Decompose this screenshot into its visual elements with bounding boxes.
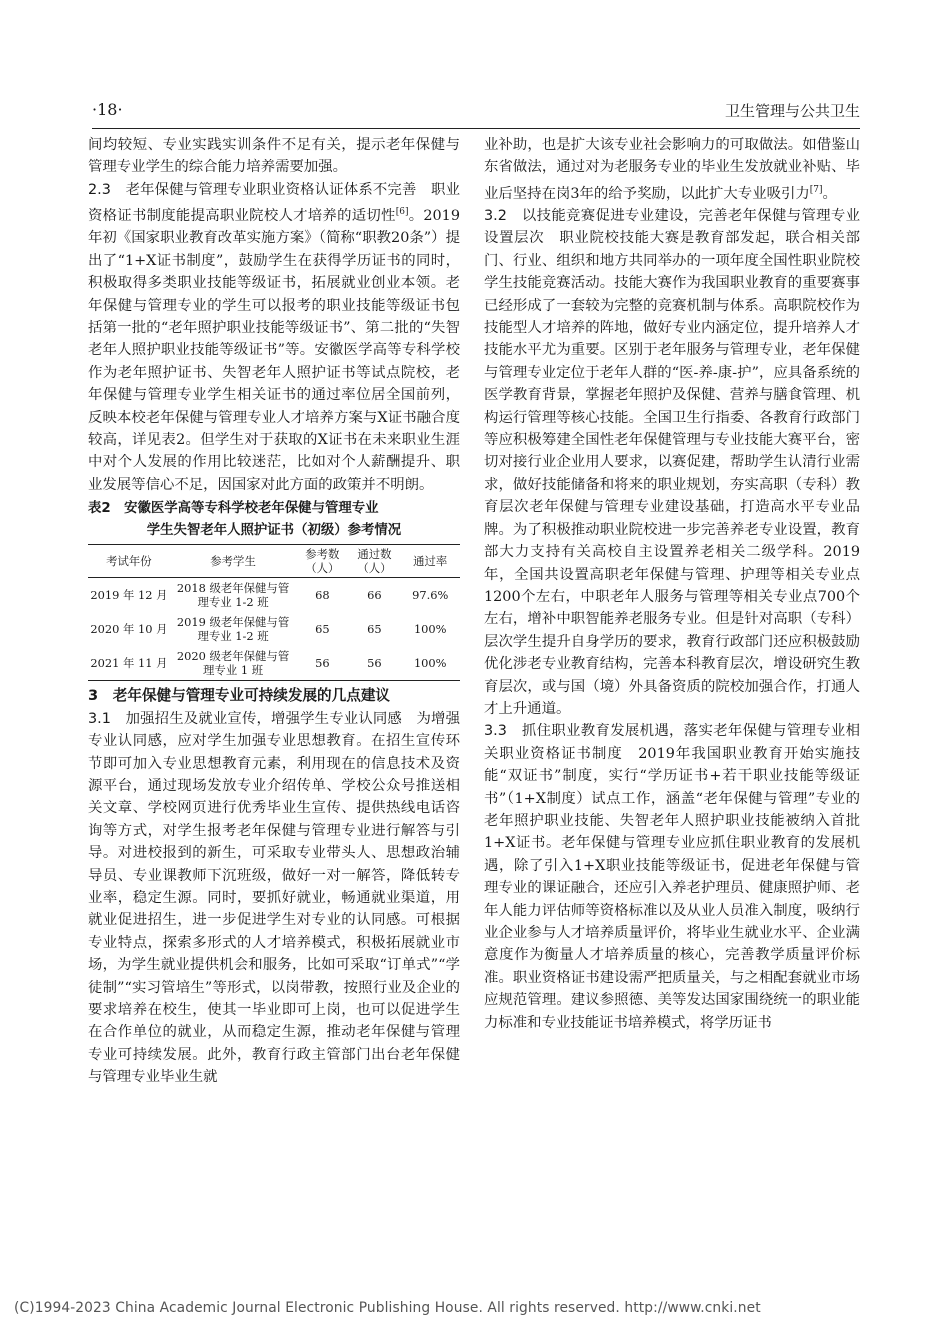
section-3-1 [88,708,460,1089]
table-cell: 100% [413,656,447,671]
table-row [88,612,460,646]
table-header-cell: 通过率 [413,554,448,569]
section-3-2-text: 职业院校技能大赛是教育部发起，联合相关部门、行业、组织和地方共同举办的一项年度全国性职业院校学生技能竞赛活动。技能大赛作为我国职业教育的重要赛事已经形成了一套较为完整的竞赛机制与体系。高职院校作为技能型人才培养的阵地，做好专业内涵定位，提升培养人才技能水平尤为重要。区别于老年服务与管理专业，老年保健与管理专业定位于老年人群的“医-养-康-护”，应具备系统的医学教育背景，掌握老年照护及保健、营养与膳食管理、机构运行管理等核心技能。全国卫生行指委、各教育行政部门等应积极筹建全国性老年保健管理与专业技能大赛平台，密切对接行业企业用人要求，以赛促建，帮助学生认清行业需求，做好技能储备和将来的职业规划，夯实高职（专科）教育层次老年保健与管理专业建设基础，打造高水平专业品牌。为了积极推动职业院校进一步完善养老专业设置，教育部大力支持有关高校自主设置养老相关二级学科。2019年，全国共设置高职老年保健与管理、护理等相关专业点1200个左右，中职老年人服务与管理等相关专业点700个左右，增补中职智能养老服务专业。但是针对高职（专科）层次学生提升自身学历的要求，教育行政部门还应积极鼓励优化涉老专业教育结构，完善本科教育层次，增设研究生教育层次，或与国（境）外具备资质的院校加强合作，打通人才上升通道。 [484,230,860,717]
table-cell: 2019 级老年保健与管理专业 1-2 班 [176,615,290,644]
section-2-3 [88,179,460,496]
table-cell: 2020 年 10 月 [90,622,168,637]
citation-7: [7] [809,184,823,195]
page-header [92,96,860,129]
table-cell: 97.6% [412,588,449,603]
table-header-row [88,545,460,578]
table-caption-line-2: 学生失智老年人照护证书（初级）参考情况 [146,523,402,539]
page-number: ·18· [92,100,123,119]
paragraph-continued: 间均较短、专业实践实训条件不足有关，提示老年保健与管理专业学生的综合能力培养需要加强。 [88,137,460,176]
table-row [88,578,460,613]
section-3-3-text: 2019年我国职业教育开始实施技能“双证书”制度，实行“学历证书+若干职业技能等级证书”（1+X制度）试点工作，涵盖“老年保健与管理”专业的老年照护职业技能、失智老年人照护职业技能被纳入首批1+X证书。老年保健与管理专业应抓住职业教育的发展机遇，除了引入1+X职业技能等级证书，促进老年保健与管理专业的课证融合，还应引入养老护理员、健康照护师、老年人能力评估师等资格标准以及从业人员准入制度，吸纳行业企业参与人才培养质量评价，将毕业生就业水平、企业满意度作为衡量人才培养质量的核心，完善教学质量评价标准。职业资格证书建设需严把质量关，与之相配套就业市场应规范管理。建议参照德、美等发达国家围绕统一的职业能力标准和专业技能证书培养模式，将学历证书 [484,745,860,1031]
table-header-cell: 参考数（人） [305,547,340,576]
table-header-cell: 考试年份 [106,554,152,569]
table-cell: 56 [367,656,382,671]
table-cell: 56 [315,656,330,671]
table-cell: 100% [413,622,447,637]
table-cell: 2021 年 11 月 [90,656,168,671]
journal-title: 卫生管理与公共卫生 [724,102,860,120]
section-3-heading: 3 老年保健与管理专业可持续发展的几点建议 [88,687,391,705]
paragraph-continued-right [484,134,860,205]
table-cell: 68 [315,588,330,603]
paragraph-text-a: 业补助，也是扩大该专业社会影响力的可取做法。如借鉴山东省做法，通过对为老服务专业的毕业生发放就业补贴、毕业后坚持在岗3年的给予奖励，以此扩大专业吸引力 [484,137,860,202]
right-column [484,134,860,1034]
table-2-caption [88,498,460,542]
section-3-2-heading: 3.2 以技能竞赛促进专业建设，完善老年保健与管理专业设置层次 [484,208,860,247]
section-2-3-text-a: 职业资格证书制度能提高职业院校人才培养的适切性 [88,181,460,225]
table-header-cell: 参考学生 [210,554,256,569]
section-3-3 [484,720,860,1034]
section-3-1-heading: 3.1 加强招生及就业宣传，增强学生专业认同感 [88,710,417,727]
table-2 [88,544,460,681]
section-3-2 [484,205,860,720]
table-row [88,646,460,681]
table-cell: 65 [315,622,330,637]
table-cell: 2019 年 12 月 [90,588,168,603]
table-caption-line-1: 表2 安徽医学高等专科学校老年保健与管理专业 [88,501,379,517]
table-header-cell: 通过数（人） [357,547,392,576]
section-2-3-heading: 2.3 老年保健与管理专业职业资格认证体系不完善 [88,181,432,198]
paragraph-text-b: 。 [822,185,837,202]
copyright-footer: (C)1994-2023 China Academic Journal Electronic Publishing House. All rights reserved. http://www.cnki.net [14,1300,761,1316]
table-cell: 2020 级老年保健与管理专业 1 班 [176,649,290,678]
table-cell: 66 [367,588,382,603]
table-cell: 2018 级老年保健与管理专业 1-2 班 [176,581,290,610]
section-3-3-heading: 3.3 抓住职业教育发展机遇，落实老年保健与管理专业相关职业资格证书制度 [484,723,860,762]
section-2-3-text-b: 。2019年初《国家职业教育改革实施方案》（简称“职教20条”）提出了“1+X证书制度”，鼓励学生在获得学历证书的同时，积极取得多类职业技能等级证书，拓展就业创业本领。老年保健与管理专业的学生可以报考的职业技能等级证书包括第一批的“老年照护职业技能等级证书”、第二批的“失智老年人照护职业技能等级证书”等。安徽医学高等专科学校作为老年照护证书、失智老年人照护证书等试点院校，老年保健与管理专业学生相关证书的通过率位居全国前列，反映本校老年保健与管理专业人才培养方案与X证书融合度较高，详见表2。但学生对于获取的X证书在未来职业生涯中对个人发展的作用比较迷茫，比如对个人薪酬提升、职业发展等信心不足，因国家对此方面的政策并不明朗。 [88,208,460,493]
section-3-1-text: 为增强专业认同感，应对学生加强专业思想教育。在招生宣传环节即可加入专业思想教育元素，利用现在的信息技术及资源平台，通过现场发放专业介绍传单、学校公众号推送相关文章、学校网页进行优秀毕业生宣传、提供热线电话咨询等方式，对学生报考老年保健与管理专业进行解答与引导。对进校报到的新生，可采取专业带头人、思想政治辅导员、专业课教师下沉班级，做好一对一解答，降低转专业率，稳定生源。同时，要抓好就业，畅通就业渠道，用就业促进招生，进一步促进学生对专业的认同感。可根据专业特点，探索多形式的人才培养模式，积极拓展就业市场，为学生就业提供机会和服务，比如可采取“订单式”“学徒制”“实习管培生”等形式，以岗带教，按照行业及企业的要求培养在校生，使其一毕业即可上岗，也可以促进学生在合作单位的就业，从而稳定生源，推动老年保健与管理专业可持续发展。此外，教育行政主管部门出台老年保健与管理专业毕业生就 [88,710,460,1086]
citation-6: [6] [395,207,409,218]
left-column [88,134,460,1089]
table-cell: 65 [367,622,382,637]
